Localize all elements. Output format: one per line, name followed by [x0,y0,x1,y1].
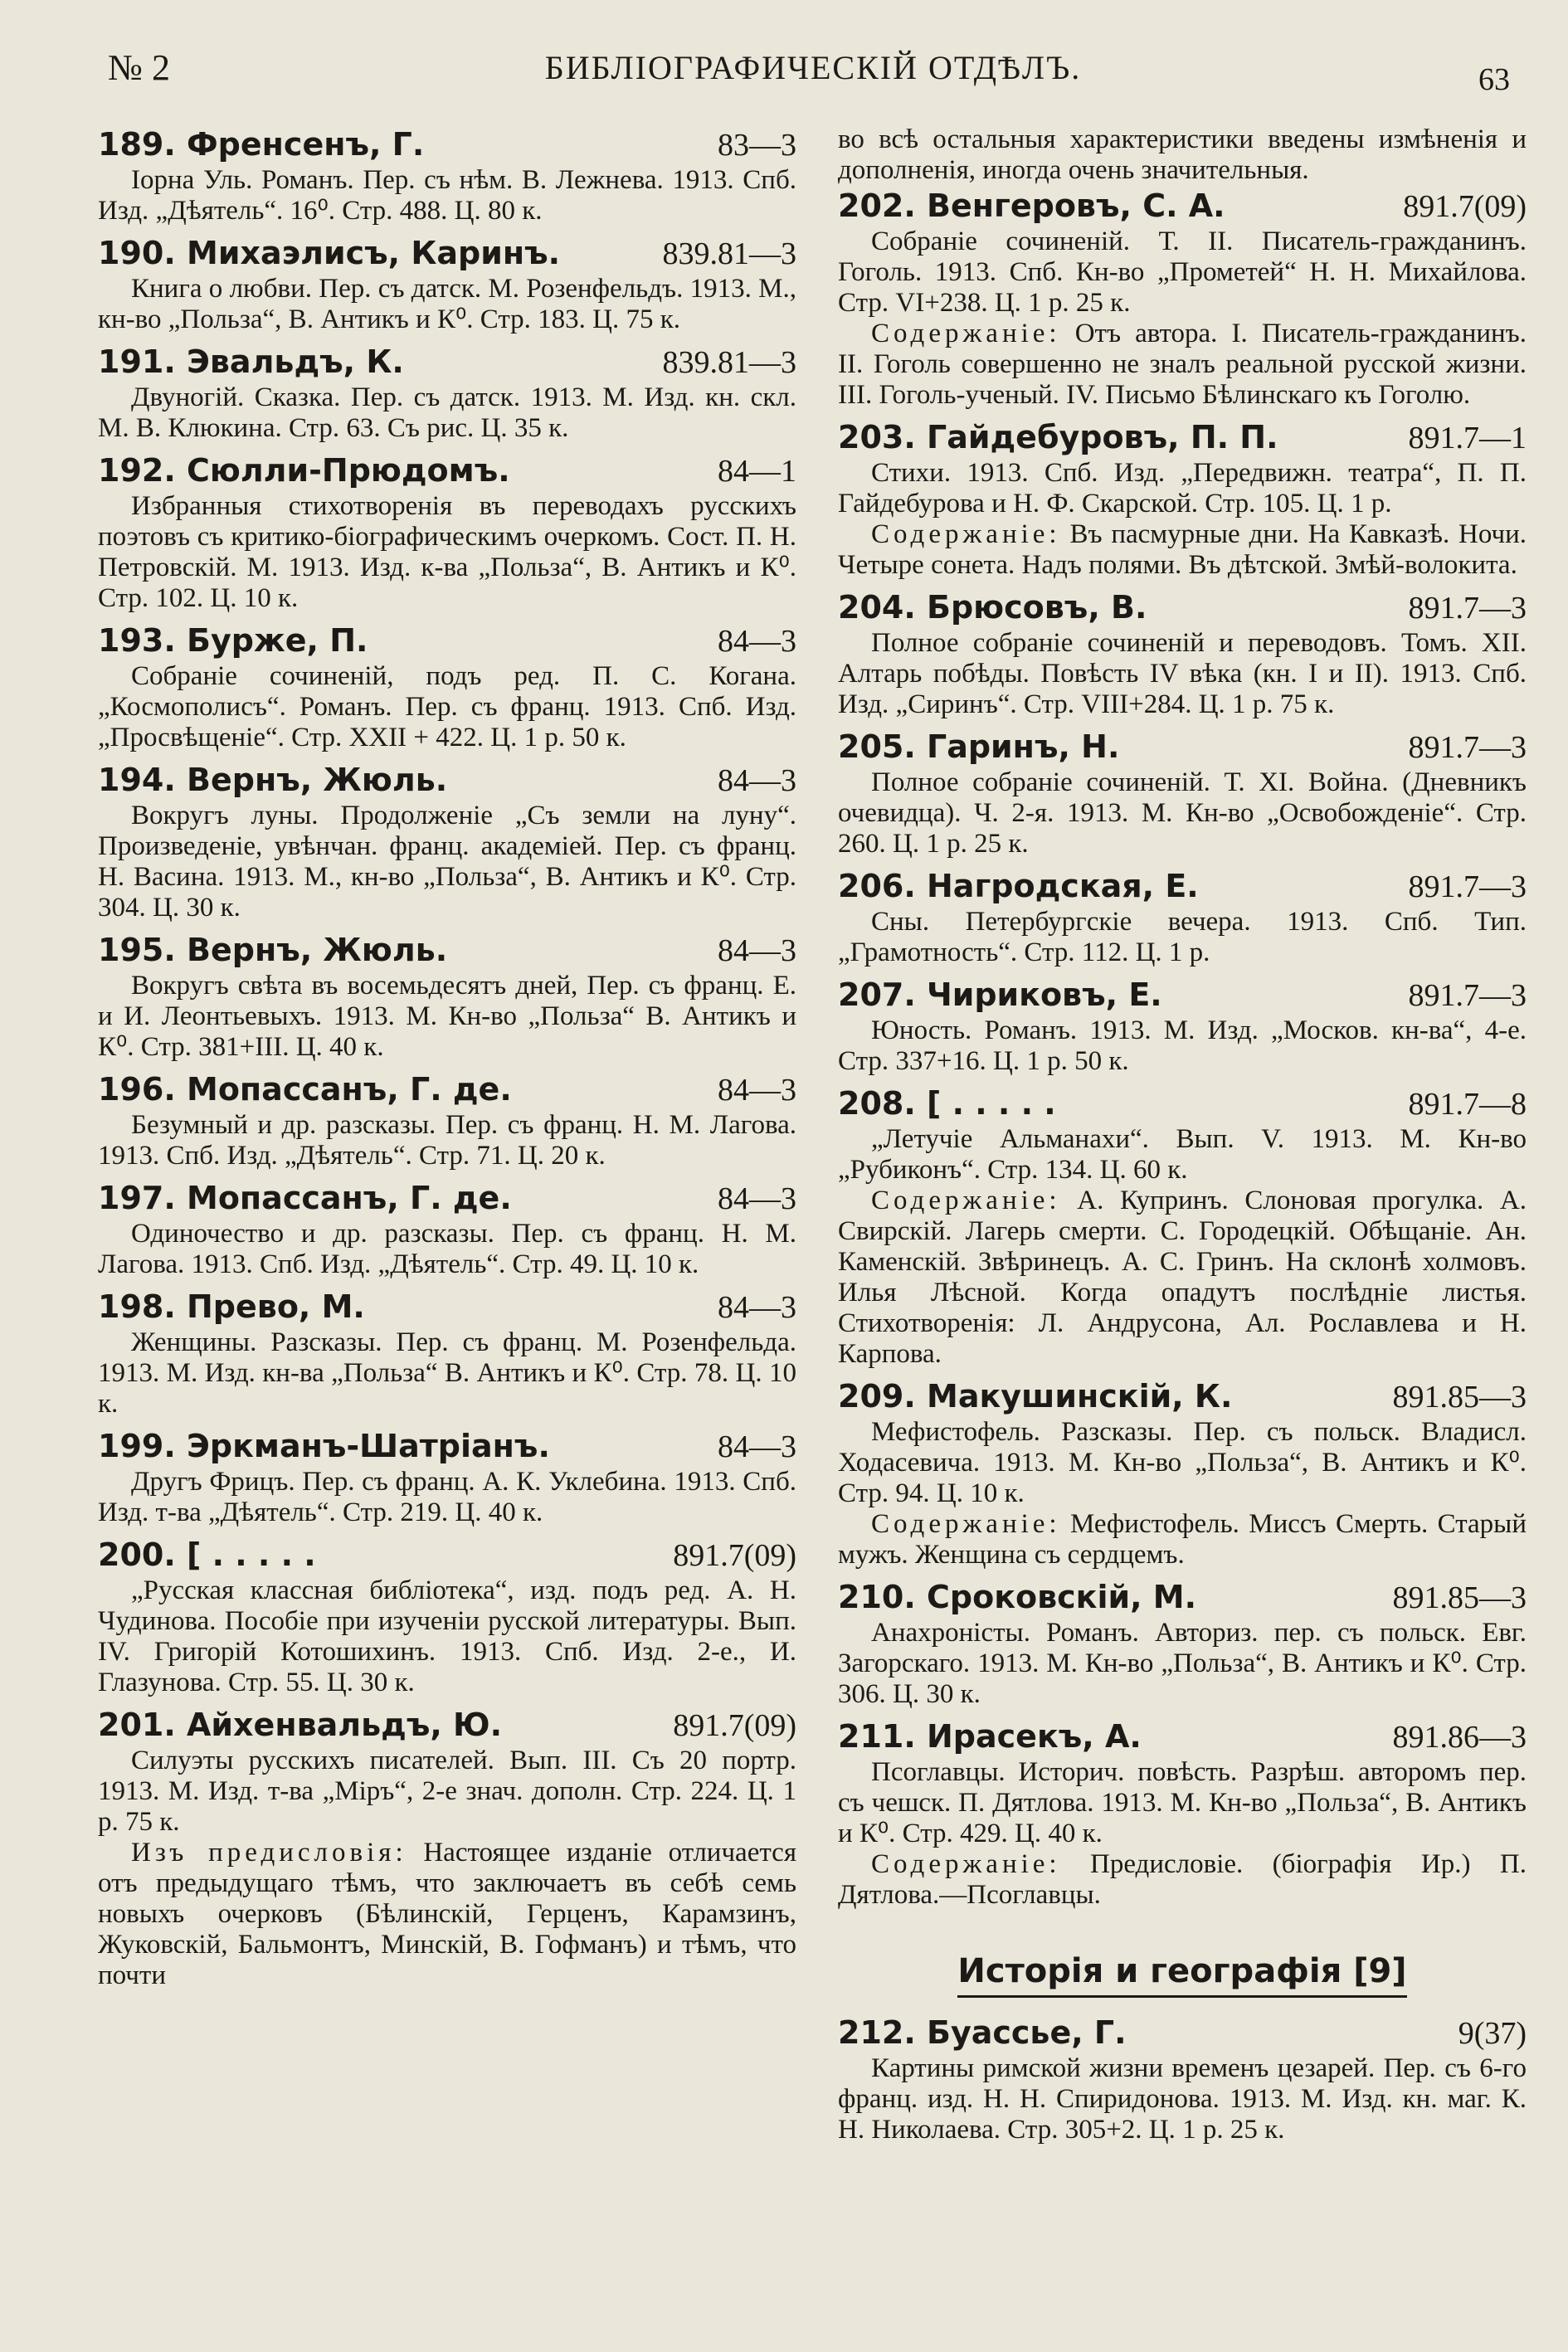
entry-description: Полное собраніе сочиненій. Т. XI. Война. (Дневникъ очевидца). Ч. 2-я. 1913. М. Кн-во „Освобожденіе“. Стр. 260. Ц. 1 р. 25 к. [838,767,1527,859]
entry-title [98,1178,512,1218]
right-entries [838,186,1527,1911]
entry-description: Одиночество и др. разсказы. Пер. съ франц. Н. М. Лагова. 1913. Спб. Изд. „Дѣятель“. Стр. 49. Ц. 10 к. [98,1219,796,1279]
classification-code: 84—1 [718,454,796,489]
bibliography-entry [98,930,796,1063]
entry-number: 210. [838,1579,916,1615]
entry-author: [ . . . . . [187,1536,316,1573]
entry-number: 211. [838,1718,916,1755]
entry-author: Прево, М. [187,1288,365,1325]
classification-code: 891.7—3 [1408,591,1527,626]
entry-heading [838,417,1527,458]
entry-title [838,1083,1056,1123]
entry-title [98,1535,316,1575]
entry-contents [838,519,1527,581]
entry-number: 198. [98,1288,176,1325]
entry-title [838,587,1147,627]
entry-title [838,1577,1196,1617]
entry-description: „Русская классная библіотека“, изд. подъ ред. А. Н. Чудинова. Пособіе при изученіи русской литературы. Вып. IV. Григорій Котошихинъ. 1913. Спб. Изд. 2-е., И. Глазунова. Стр. 55. Ц. 30 к. [98,1575,796,1697]
entry-heading [838,186,1527,226]
entry-author: Вернъ, Жюль. [187,932,448,968]
entry-heading [98,342,796,382]
entry-author: Нагродская, Е. [927,868,1199,904]
entry-number: 194. [98,762,176,798]
entry-heading [98,1426,796,1467]
entry-number: 203. [838,419,916,455]
contents-text: Отъ автора. I. Писатель-гражданинъ. II. Гоголь совершенно не зналъ реальной русской жизни. III. Гоголь-ученый. IV. Письмо Бѣлинскаго къ Гоголю. [838,319,1527,410]
bibliography-entry [838,587,1527,720]
entry-heading [98,233,796,274]
entry-title [98,930,447,970]
bibliography-entry [838,975,1527,1077]
entry-title [98,233,560,273]
entry-title [98,342,404,382]
bibliography-entry [98,124,796,226]
entry-contents [838,1186,1527,1370]
page-title: БИБЛІОГРАФИЧЕСКІЙ ОТДѢЛЪ. [544,49,1082,86]
entry-description: Сны. Петербургскіе вечера. 1913. Спб. Тип. „Грамотность“. Стр. 112. Ц. 1 р. [838,907,1527,967]
entry-contents [838,319,1527,411]
entry-title [838,866,1199,906]
bibliography-entry [838,727,1527,859]
classification-code: 891.85—3 [1392,1380,1527,1415]
entry-number: 189. [98,126,176,163]
entry-title [98,1426,550,1466]
bibliography-entry [98,1287,796,1419]
entry-heading [838,975,1527,1015]
entry-contents [838,1509,1527,1570]
left-column [98,124,796,2335]
contents-label: Содержаніе: [871,319,1061,348]
entry-number: 207. [838,976,916,1013]
entry-author: Чириковъ, Е. [927,976,1162,1013]
entry-heading [98,1178,796,1219]
bibliography-entry [838,1717,1527,1911]
entry-description: Собраніе сочиненій, подъ ред. П. С. Когана. „Космополисъ“. Романъ. Пер. съ франц. 1913. Спб. Изд. „Просвѣщеніе“. Стр. XXII + 422. Ц. 1 р. 50 к. [98,661,796,752]
entry-number: 204. [838,589,916,626]
entry-author: Гайдебуровъ, П. П. [927,419,1278,455]
bibliography-entry [838,186,1527,411]
entry-title [98,1287,365,1327]
entry-title [98,1069,512,1109]
entry-number: 193. [98,622,176,659]
classification-code: 891.7—1 [1408,421,1527,455]
entry-description: Вокругъ свѣта въ восемьдесятъ дней, Пер. съ франц. Е. и И. Леонтьевыхъ. 1913. М. Кн-во „Польза“ В. Антикъ и К⁰. Стр. 381+III. Ц. 40 к. [98,971,796,1062]
bibliography-entry [98,450,796,614]
classification-code: 84—3 [718,1290,796,1325]
entry-title [98,760,447,800]
entry-description: Вокругъ луны. Продолженіе „Съ земли на луну“. Произведеніе, увѣнчан. франц. академіей. Пер. съ франц. Н. Васина. 1913. М., кн-во „Польза“, В. Антикъ и К⁰. Стр. 304. Ц. 30 к. [98,801,796,923]
entry-number: 195. [98,932,176,968]
classification-code: 83—3 [718,128,796,163]
contents-text: Въ пасмурные дни. На Кавказѣ. Ночи. Четыре сонета. Надъ полями. Въ дѣтской. Змѣй-волокита. [838,519,1527,580]
entry-heading [838,1376,1527,1417]
classification-code: 84—3 [718,763,796,798]
entry-title [838,727,1119,767]
entry-heading [838,1717,1527,1757]
section-heading [838,1952,1527,1998]
contents-label: Содержаніе: [871,1509,1061,1539]
entry-number: 191. [98,343,176,380]
entry-number: 212. [838,2014,916,2051]
entry-author: Сроковскій, М. [927,1579,1197,1615]
classification-code: 84—3 [718,1073,796,1108]
entry-description: Анахроністы. Романъ. Авториз. пер. съ польск. Евг. Загорскаго. 1913. М. Кн-во „Польза“, В. Антикъ и К⁰. Стр. 306. Ц. 30 к. [838,1618,1527,1709]
right-entries-after [838,2013,1527,2145]
entry-heading [98,1069,796,1110]
classification-code: 891.85—3 [1392,1580,1527,1615]
classification-code: 9(37) [1458,2016,1527,2051]
bibliography-entry [98,1705,796,1991]
classification-code: 891.7(09) [673,1708,796,1743]
entry-heading [838,1083,1527,1124]
entry-description: Картины римской жизни временъ цезарей. Пер. съ 6-го франц. изд. Н. Н. Спиридонова. 1913. М. Изд. кн. маг. К. Н. Николаева. Стр. 305+2. Ц. 1 р. 25 к. [838,2053,1527,2145]
entry-author: Бурже, П. [187,622,368,659]
bibliography-entry [838,2013,1527,2145]
entry-author: Венгеровъ, С. А. [927,187,1225,224]
continued-text: во всѣ остальныя характеристики введены измѣненія и дополненія, иногда очень значительныя. [838,124,1527,185]
issue-number: № 2 [108,47,170,88]
entry-number: 197. [98,1180,176,1216]
entry-author: Михаэлисъ, Каринъ. [187,235,561,271]
entry-number: 205. [838,728,916,765]
contents-text: Мефистофель. Миссъ Смерть. Старый мужъ. Женщина съ сердцемъ. [838,1509,1527,1570]
classification-code: 839.81—3 [662,236,796,271]
entry-author: Айхенвальдъ, Ю. [187,1707,503,1743]
entry-author: [ . . . . . [927,1085,1056,1122]
entry-heading [838,727,1527,767]
bibliography-entry [838,417,1527,581]
entry-number: 196. [98,1071,176,1108]
entry-description: Юность. Романъ. 1913. М. Изд. „Москов. кн-ва“, 4-е. Стр. 337+16. Ц. 1 р. 50 к. [838,1015,1527,1076]
bibliography-entry [98,1069,796,1171]
entry-number: 199. [98,1428,176,1464]
entry-title [98,621,368,660]
entry-author: Френсенъ, Г. [187,126,425,163]
bibliography-entry [98,233,796,335]
classification-code: 84—3 [718,1429,796,1464]
contents-label: Содержаніе: [871,1186,1061,1215]
classification-code: 891.7—3 [1408,869,1527,904]
entry-heading [98,760,796,801]
entry-title [98,124,424,164]
entry-author: Вернъ, Жюль. [187,762,448,798]
entry-number: 206. [838,868,916,904]
entry-title [838,1376,1232,1416]
entry-description: Безумный и др. разсказы. Пер. съ франц. Н. М. Лагова. 1913. Спб. Изд. „Дѣятель“. Стр. 71. Ц. 20 к. [98,1110,796,1171]
entry-heading [98,450,796,491]
bibliography-entry [98,342,796,444]
entry-title [98,1705,502,1745]
entry-heading [98,621,796,661]
page-number: 63 [1478,62,1510,97]
entry-heading [838,587,1527,628]
entry-author: Эркманъ-Шатріанъ. [187,1428,550,1464]
entry-description: Собраніе сочиненій. Т. II. Писатель-гражданинъ. Гоголь. 1913. Спб. Кн-во „Прометей“ Н. Н. Михайлова. Стр. VI+238. Ц. 1 р. 25 к. [838,226,1527,318]
bibliography-entry [838,1577,1527,1710]
entry-author: Макушинскій, К. [927,1378,1233,1415]
entry-number: 208. [838,1085,916,1122]
entry-number: 200. [98,1536,176,1573]
classification-code: 84—3 [718,1181,796,1216]
entry-description: Двуногій. Сказка. Пер. съ датск. 1913. М. Изд. кн. скл. М. В. Клюкина. Стр. 63. Съ рис. Ц. 35 к. [98,382,796,443]
bibliography-entry [838,1376,1527,1570]
section-title: Исторія и географія [9] [957,1952,1406,1998]
entry-description: Другъ Фрицъ. Пер. съ франц. А. К. Уклебина. 1913. Спб. Изд. т-ва „Дѣятель“. Стр. 219. Ц. 40 к. [98,1467,796,1527]
contents-label: Изъ предисловія: [131,1838,407,1867]
entry-contents [838,1849,1527,1911]
entry-description: Силуэты русскихъ писателей. Вып. III. Съ 20 портр. 1913. М. Изд. т-ва „Міръ“, 2-е знач. дополн. Стр. 224. Ц. 1 р. 75 к. [98,1746,796,1837]
entry-description: Избранныя стихотворенія въ переводахъ русскихъ поэтовъ съ критико-біографическимъ очеркомъ. Сост. П. Н. Петровскій. М. 1913. Изд. к-ва „Польза“, В. Антикъ и К⁰. Стр. 102. Ц. 10 к. [98,491,796,613]
classification-code: 839.81—3 [662,345,796,380]
classification-code: 891.7(09) [673,1538,796,1573]
entry-number: 209. [838,1378,916,1415]
entry-author: Мопассанъ, Г. де. [187,1071,512,1108]
classification-code: 891.7—3 [1408,978,1527,1013]
entry-heading [98,930,796,971]
entry-author: Брюсовъ, В. [927,589,1147,626]
entry-title [838,1717,1142,1756]
page-header [108,40,1518,98]
entry-title [98,450,510,490]
entry-title [838,975,1162,1015]
entry-number: 201. [98,1707,176,1743]
classification-code: 84—3 [718,933,796,968]
bibliography-entry [838,866,1527,968]
entry-heading [98,124,796,165]
entry-number: 202. [838,187,916,224]
classification-code: 891.7—8 [1408,1087,1527,1122]
entry-author: Сюлли-Прюдомъ. [187,452,510,489]
bibliography-entry [98,760,796,923]
contents-text: Настоящее изданіе отличается отъ предыдущаго тѣмъ, что заключаетъ въ себѣ семь новыхъ очерковъ (Бѣлинскій, Герценъ, Карамзинъ, Жуковскій, Бальмонтъ, Минскій, В. Гофманъ) и тѣмъ, что почти [98,1838,796,1990]
entry-number: 190. [98,235,176,271]
entry-author: Гаринъ, Н. [927,728,1120,765]
entry-heading [98,1535,796,1575]
entry-description: Стихи. 1913. Спб. Изд. „Передвижн. театра“, П. П. Гайдебурова и Н. Ф. Скарской. Стр. 105. Ц. 1 р. [838,458,1527,519]
bibliography-entry [98,1178,796,1280]
classification-code: 891.7(09) [1403,189,1527,224]
entry-heading [838,866,1527,907]
entry-description: Іорна Уль. Романъ. Пер. съ нѣм. В. Лежнева. 1913. Спб. Изд. „Дѣятель“. 16⁰. Стр. 488. Ц. 80 к. [98,165,796,226]
entry-author: Мопассанъ, Г. де. [187,1180,512,1216]
bibliography-entry [98,1535,796,1698]
bibliography-entry [98,1426,796,1528]
entry-author: Эвальдъ, К. [187,343,404,380]
entry-description: Полное собраніе сочиненій и переводовъ. Томъ. XII. Алтарь побѣды. Повѣсть IV вѣка (кн. I и II). 1913. Спб. Изд. „Сиринъ“. Стр. VIII+284. Ц. 1 р. 75 к. [838,628,1527,719]
entry-heading [98,1287,796,1327]
entry-contents [98,1838,796,1991]
entry-description: Псоглавцы. Историч. повѣсть. Разрѣш. авторомъ пер. съ чешск. П. Дятлова. 1913. М. Кн-во „Польза“, В. Антикъ и К⁰. Стр. 429. Ц. 40 к. [838,1757,1527,1848]
contents-text: А. Купринъ. Слоновая прогулка. А. Свирскій. Лагерь смерти. С. Городецкій. Обѣщаніе. Ан. Каменскій. Звѣринецъ. А. С. Гринъ. На склонѣ холмовъ. Илья Лѣсной. Когда опадутъ послѣдніе листья. Стихотворенія: Л. Андрусона, Ал. Рославлева и Н. Карпова. [838,1186,1527,1369]
bibliography-entry [838,1083,1527,1370]
bibliography-entry [98,621,796,753]
classification-code: 891.7—3 [1408,730,1527,765]
classification-code: 84—3 [718,624,796,659]
entry-number: 192. [98,452,176,489]
entry-title [838,186,1225,226]
entry-author: Буассье, Г. [927,2014,1127,2051]
classification-code: 891.86—3 [1392,1720,1527,1755]
contents-text: Предисловіе. (біографія Ир.) П. Дятлова.—Псоглавцы. [838,1849,1527,1910]
entry-author: Ирасекъ, А. [927,1718,1142,1755]
contents-label: Содержаніе: [871,519,1061,549]
entry-heading [838,2013,1527,2053]
entry-title [838,417,1278,457]
right-column [838,124,1527,2335]
entry-description: Женщины. Разсказы. Пер. съ франц. М. Розенфельда. 1913. М. Изд. кн-ва „Польза“ В. Антикъ и К⁰. Стр. 78. Ц. 10 к. [98,1327,796,1419]
entry-heading [838,1577,1527,1618]
entry-title [838,2013,1127,2053]
entry-description: Книга о любви. Пер. съ датск. М. Розенфельдъ. 1913. М., кн-во „Польза“, В. Антикъ и К⁰. Стр. 183. Ц. 75 к. [98,274,796,334]
entry-description: Мефистофель. Разсказы. Пер. съ польск. Владисл. Ходасевича. 1913. М. Кн-во „Польза“, В. Антикъ и К⁰. Стр. 94. Ц. 10 к. [838,1417,1527,1508]
entry-description: „Летучіе Альманахи“. Вып. V. 1913. М. Кн-во „Рубиконъ“. Стр. 134. Ц. 60 к. [838,1124,1527,1185]
entry-heading [98,1705,796,1746]
contents-label: Содержаніе: [871,1849,1061,1879]
